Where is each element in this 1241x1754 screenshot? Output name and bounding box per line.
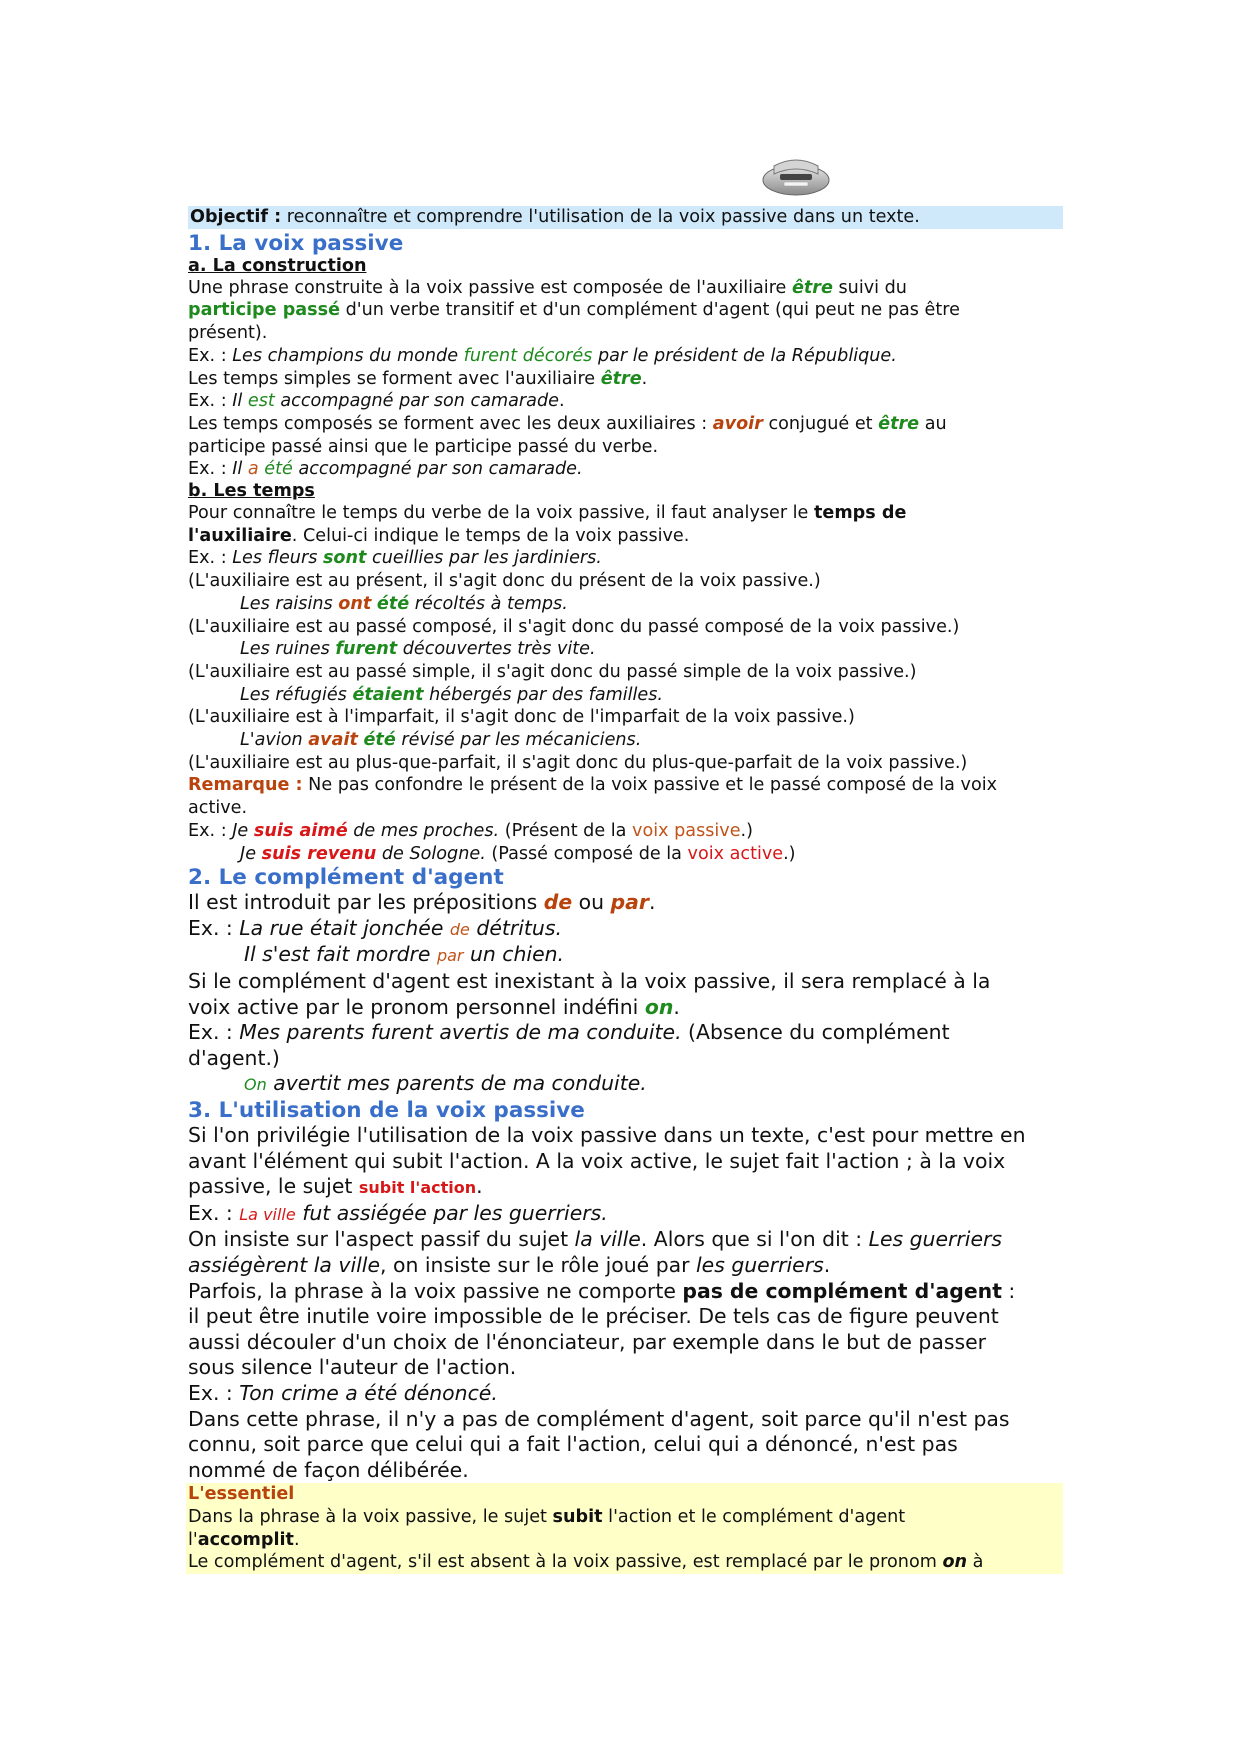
document (188, 140, 1063, 1574)
paragraph: Le complément d'agent, s'il est absent à la voix passive, est remplacé par le pronom on à (188, 1552, 984, 1573)
example: Ex. : Les fleurs sont cueillies par les jardiniers. (188, 548, 602, 569)
essentiel-box (186, 1483, 1063, 1574)
example: Ex. : Je suis aimé de mes proches. (Présent de la voix passive.) (188, 820, 753, 841)
paragraph: Si l'on privilégie l'utilisation de la voix passive dans un texte, c'est pour mettre en (188, 1123, 1026, 1148)
example: Je suis revenu de Sologne. (Passé composé de la voix active.) (240, 843, 796, 864)
paragraph: nommé de façon délibérée. (188, 1457, 469, 1482)
paragraph: l'auxiliaire. Celui-ci indique le temps de la voix passive. (188, 525, 690, 546)
example: Ex. : La rue était jonchée de détritus. (188, 915, 562, 940)
example: Ex. : Il est accompagné par son camarade. (188, 391, 565, 412)
paragraph: Les temps composés se forment avec les deux auxiliaires : avoir conjugué et être au (188, 413, 947, 434)
paragraph: Si le complément d'agent est inexistant à la voix passive, il sera remplacé à la (188, 969, 991, 994)
section-title-2: 2. Le complément d'agent (188, 865, 504, 891)
paragraph: sous silence l'auteur de l'action. (188, 1355, 517, 1380)
example: Ex. : Il a été accompagné par son camarade. (188, 459, 583, 480)
essentiel-title: L'essentiel (188, 1484, 295, 1505)
paragraph: l'accomplit. (188, 1529, 300, 1550)
paragraph: participe passé d'un verbe transitif et d'un complément d'agent (qui peut ne pas être (188, 300, 960, 321)
remark: Remarque : Ne pas confondre le présent de la voix passive et le passé composé de la voix (188, 775, 998, 796)
note: (L'auxiliaire est au présent, il s'agit donc du présent de la voix passive.) (188, 571, 821, 592)
section-title-1: 1. La voix passive (188, 230, 404, 256)
example: Ex. : Les champions du monde furent décorés par le président de la République. (188, 345, 897, 366)
note: (L'auxiliaire est à l'imparfait, il s'agit donc de l'imparfait de la voix passive.) (188, 707, 855, 728)
paragraph: il peut être inutile voire impossible de le préciser. De tels cas de figure peuvent (188, 1304, 999, 1329)
paragraph: assiégèrent la ville, on insiste sur le rôle joué par les guerriers. (188, 1253, 831, 1277)
objective-banner: Objectif : reconnaître et comprendre l'utilisation de la voix passive dans un texte. (188, 206, 1063, 229)
paragraph: présent). (188, 323, 268, 344)
paragraph: Parfois, la phrase à la voix passive ne comporte pas de complément d'agent : (188, 1278, 1016, 1303)
example: Les réfugiés étaient hébergés par des familles. (240, 684, 663, 705)
subsection-title-b: b. Les temps (188, 481, 315, 502)
example: L'avion avait été révisé par les mécaniciens. (240, 730, 642, 751)
example: Les ruines furent découvertes très vite. (240, 639, 596, 660)
paragraph: Pour connaître le temps du verbe de la voix passive, il faut analyser le temps de (188, 503, 907, 524)
paragraph: Il est introduit par les prépositions de ou par. (188, 890, 656, 915)
example: d'agent.) (188, 1045, 280, 1070)
paragraph: connu, soit parce que celui qui a fait l'action, celui qui a dénoncé, n'est pas (188, 1432, 958, 1457)
note: (L'auxiliaire est au passé simple, il s'agit donc du passé simple de la voix passive.) (188, 661, 917, 682)
subsection-title-a: a. La construction (188, 255, 367, 276)
paragraph: participe passé ainsi que le participe passé du verbe. (188, 436, 659, 457)
example: Les raisins ont été récoltés à temps. (240, 593, 568, 614)
paragraph: avant l'élément qui subit l'action. A la voix active, le sujet fait l'action ; à la voix (188, 1148, 1006, 1173)
paragraph: Dans la phrase à la voix passive, le sujet subit l'action et le complément d'agent (188, 1507, 906, 1528)
example: Ex. : La ville fut assiégée par les guerriers. (188, 1200, 608, 1225)
example: Il s'est fait mordre par un chien. (244, 942, 565, 967)
paragraph: Les temps simples se forment avec l'auxiliaire être. (188, 368, 648, 389)
paragraph: aussi découler d'un choix de l'énonciateur, par exemple dans le but de passer (188, 1329, 987, 1354)
paragraph: On insiste sur l'aspect passif du sujet la ville. Alors que si l'on dit : Les guerriers (188, 1227, 1002, 1252)
remark: active. (188, 798, 248, 819)
objective-label: Objectif : (190, 207, 282, 227)
section-title-3: 3. L'utilisation de la voix passive (188, 1098, 585, 1124)
example: Ex. : Ton crime a été dénoncé. (188, 1380, 498, 1405)
note: (L'auxiliaire est au plus-que-parfait, il s'agit donc du plus-que-parfait de la voix passive.) (188, 752, 968, 773)
paragraph: Dans cette phrase, il n'y a pas de complément d'agent, soit parce qu'il n'est pas (188, 1406, 1010, 1431)
paragraph: passive, le sujet subit l'action. (188, 1174, 483, 1199)
paragraph: voix active par le pronom personnel indéfini on. (188, 994, 680, 1019)
note: (L'auxiliaire est au passé composé, il s'agit donc du passé composé de la voix passive.) (188, 616, 960, 637)
paragraph: Une phrase construite à la voix passive est composée de l'auxiliaire être suivi du (188, 277, 907, 298)
example: On avertit mes parents de ma conduite. (244, 1071, 647, 1096)
example: Ex. : Mes parents furent avertis de ma conduite. (Absence du complément (188, 1020, 950, 1045)
